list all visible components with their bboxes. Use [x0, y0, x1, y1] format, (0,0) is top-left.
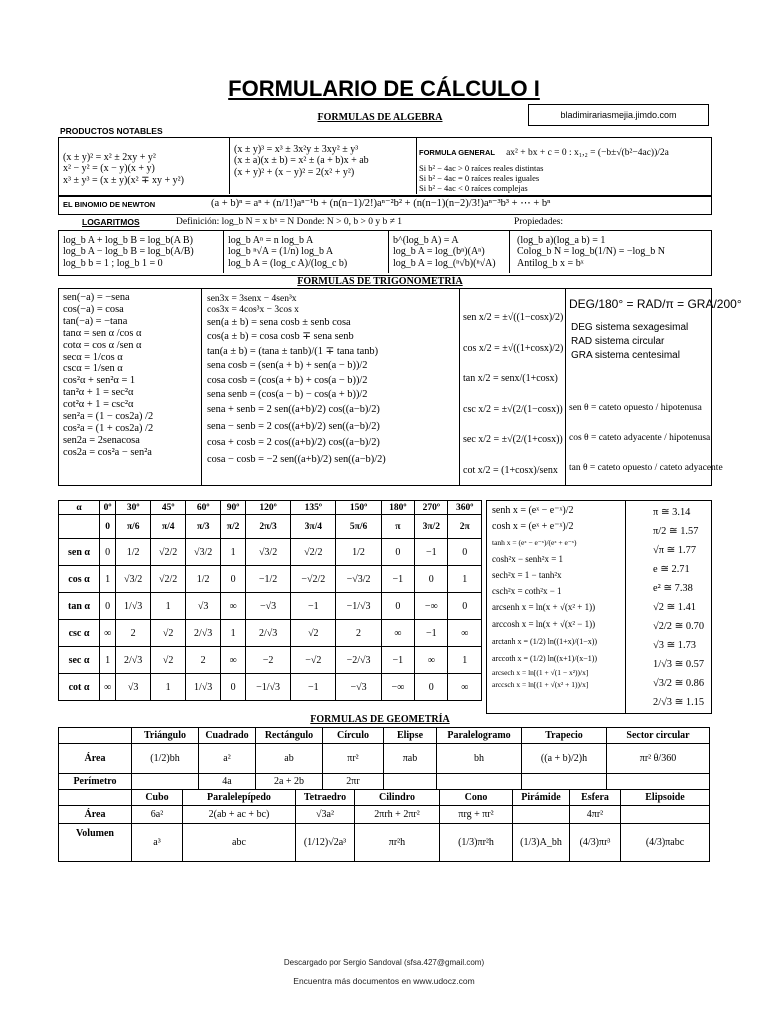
table-cell [522, 774, 607, 790]
log-formula: (log_b a)(log_a b) = 1 [517, 235, 606, 246]
table-header: 0 [100, 515, 116, 539]
table-cell: −√3 [245, 593, 290, 620]
table-cell: √2/2 [151, 539, 186, 566]
table-cell: 1/√3 [116, 593, 151, 620]
product-formula: x² − y² = (x − y)(x + y) [63, 163, 155, 175]
table-row [59, 774, 710, 790]
table-header: 3π/4 [291, 515, 336, 539]
table-header: Triángulo [132, 728, 199, 744]
table-cell: −1 [291, 674, 336, 701]
table-row [59, 515, 482, 539]
table-cell: 1 [151, 674, 186, 701]
trig-formula: sec x/2 = ±√(2/(1+cosx)) [463, 434, 563, 445]
table-cell [59, 728, 132, 744]
table-cell: √3a² [296, 806, 355, 824]
table-cell: −1/√3 [245, 674, 290, 701]
table-cell: √3/2 [245, 539, 290, 566]
table-cell: √2 [151, 620, 186, 647]
productos-label: PRODUCTOS NOTABLES [60, 126, 163, 136]
table-cell: 2 [336, 620, 381, 647]
table-row [59, 566, 482, 593]
table-cell: ∞ [448, 674, 482, 701]
table-cell: 1 [448, 647, 482, 674]
trig-formula: cos²α + sen²α = 1 [63, 375, 136, 387]
binomio-label: EL BINOMIO DE NEWTON [63, 200, 156, 209]
table-header: Esfera [570, 790, 621, 806]
table-cell: ab [256, 744, 323, 774]
trig-formula: cotα = cos α /sen α [63, 339, 142, 351]
trig-formula: cosa − cosb = −2 sen((a+b)/2) sen((a−b)/2) [207, 453, 386, 465]
table-header: Cubo [132, 790, 183, 806]
trig-ratios [569, 393, 723, 483]
table-header: Círculo [323, 728, 384, 744]
table-cell: sen α [59, 539, 100, 566]
table-header: 3π/2 [415, 515, 448, 539]
table-cell: πr² [323, 744, 384, 774]
log-formula: log_b A = log_(ⁿ√b)(ⁿ√A) [393, 257, 496, 269]
general-condition: Si b² − 4ac < 0 raíces complejas [419, 183, 528, 194]
table-header: π [381, 515, 414, 539]
table-row [59, 501, 482, 515]
table-row [59, 790, 710, 806]
table-cell: 2(ab + ac + bc) [183, 806, 296, 824]
table-cell: 1/√3 [186, 674, 221, 701]
hyper-formula: arccosh x = ln(x + √(x² − 1)) [492, 619, 596, 629]
deg-systems [571, 321, 688, 363]
table-cell: 1 [100, 566, 116, 593]
table-cell: −1 [415, 620, 448, 647]
general-condition: Si b² − 4ac = 0 raíces reales iguales [419, 173, 540, 184]
row-label: Área [59, 744, 132, 774]
deg-system: GRA sistema centesimal [571, 350, 680, 361]
table-cell: 0 [415, 674, 448, 701]
trig-formula: secα = 1/cos α [63, 351, 123, 363]
table-cell: √3 [186, 593, 221, 620]
table-cell [132, 774, 199, 790]
table-cell: csc α [59, 620, 100, 647]
trig-formula: sen(−a) = −sena [63, 292, 130, 303]
table-cell: 1 [100, 647, 116, 674]
trig-ratio: sen θ = cateto opuesto / hipotenusa [569, 403, 702, 413]
table-cell: ∞ [221, 593, 246, 620]
table-cell: √3/2 [116, 566, 151, 593]
table-row [59, 539, 482, 566]
table-row [59, 824, 710, 862]
constant: √3/2 ≅ 0.86 [653, 678, 705, 689]
table-cell: ∞ [381, 620, 414, 647]
table-cell: ((a + b)/2)h [522, 744, 607, 774]
table-cell: 1 [221, 539, 246, 566]
table-header: Trapecio [522, 728, 607, 744]
table-header: Paralelepípedo [183, 790, 296, 806]
trig-formula: sena cosb = (sen(a + b) + sen(a − b))/2 [207, 360, 368, 372]
table-cell: abc [183, 824, 296, 862]
constant: √2 ≅ 1.41 [653, 602, 696, 613]
table-header: α [59, 501, 100, 515]
table-cell: √2/2 [151, 566, 186, 593]
website-text: bladimirariasmejia.jimdo.com [560, 110, 677, 120]
productos-mid-box [229, 138, 417, 194]
table-cell: 4a [199, 774, 256, 790]
log-formula: b^(log_b A) = A [393, 235, 459, 246]
table-header: Elipse [384, 728, 437, 744]
general-label: FORMULA GENERAL [419, 148, 495, 157]
log-label: LOGARITMOS [82, 217, 140, 227]
trig-identities-basic [63, 292, 199, 459]
table-cell [384, 774, 437, 790]
table-header: Cilindro [355, 790, 440, 806]
constant: √π ≅ 1.77 [653, 545, 697, 556]
table-cell: (1/3)A_bh [513, 824, 570, 862]
table-cell: (4/3)πabc [621, 824, 710, 862]
table-header: 2π/3 [245, 515, 290, 539]
trig-formula: sena − senb = 2 cos((a+b)/2) sen((a−b)/2) [207, 420, 380, 432]
geometry-heading: FORMULAS DE GEOMETRÍA [310, 714, 450, 725]
hyperbolic-box [486, 500, 712, 714]
trig-formula: tan(−a) = −tana [63, 315, 128, 327]
row-label: Perímetro [59, 774, 132, 790]
row-label: Área [59, 806, 132, 824]
table-cell: −∞ [381, 674, 414, 701]
table-row [59, 674, 482, 701]
row-label: Volumen [59, 824, 132, 862]
table-cell: 2/√3 [186, 620, 221, 647]
table-cell: (1/2)bh [132, 744, 199, 774]
footer-link[interactable]: Encuentra más documentos en www.udocz.com [293, 976, 475, 986]
table-cell [607, 774, 710, 790]
trig-formula: tan x/2 = senx/(1+cosx) [463, 373, 558, 384]
table-cell: 2 [186, 647, 221, 674]
log-formula: Colog_b N = log_b(1/N) = −log_b N [517, 246, 666, 258]
constant: √2/2 ≅ 0.70 [653, 621, 705, 632]
table-cell: tan α [59, 593, 100, 620]
table-cell: 2/√3 [245, 620, 290, 647]
table-cell: 1/2 [336, 539, 381, 566]
log-formula: log_b Aⁿ = n log_b A [228, 235, 314, 246]
constant: π/2 ≅ 1.57 [653, 526, 699, 537]
trig-formula: cosa + cosb = 2 cos((a+b)/2) cos((a−b)/2) [207, 437, 380, 449]
table-cell: πab [384, 744, 437, 774]
table-cell: 1 [448, 566, 482, 593]
table-row [59, 593, 482, 620]
log-formula: log_b A = log_(bⁿ)(Aⁿ) [393, 246, 485, 258]
product-formula: (x ± y)² = x² ± 2xy + y² [63, 152, 156, 163]
table-cell: 0 [100, 539, 116, 566]
geometry-wrap [58, 727, 710, 862]
trig-formula: cos x/2 = ±√((1+cosx)/2) [463, 342, 564, 354]
table-cell: √2 [151, 647, 186, 674]
table-row [59, 620, 482, 647]
constant: e² ≅ 7.38 [653, 583, 693, 594]
table-header: 2π [448, 515, 482, 539]
table-header: 5π/6 [336, 515, 381, 539]
solid-geometry-table [58, 789, 710, 862]
constant: 1/√3 ≅ 0.57 [653, 659, 705, 670]
hyper-formula: sech²x = 1 − tanh²x [492, 570, 562, 580]
table-cell: −√3 [336, 674, 381, 701]
log-formula: log_b A + log_b B = log_b(A B) [63, 235, 193, 246]
formula-general [419, 140, 709, 193]
trig-formula: cos(a ± b) = cosa cosb ∓ sena senb [207, 331, 354, 343]
table-header: 120º [245, 501, 290, 515]
trig-formula: cot x/2 = (1+cosx)/senx [463, 464, 558, 476]
table-cell: 0 [100, 593, 116, 620]
table-cell: ∞ [100, 674, 116, 701]
log-formula: Antilog_b x = bˣ [517, 257, 584, 269]
table-cell: 1/2 [186, 566, 221, 593]
product-formula: (x ± y)³ = x³ ± 3x²y ± 3xy² ± y³ [234, 144, 359, 155]
trig-formula: cot²α + 1 = csc²α [63, 399, 134, 411]
table-cell: a² [199, 744, 256, 774]
table-cell: ∞ [448, 620, 482, 647]
table-cell: 0 [381, 539, 414, 566]
log-formula: log_b A = (log_c A)/(log_c b) [228, 257, 348, 269]
log-definition: Definición: log_b N = x bˣ = N Donde: N > 0, b > 0 y b ≠ 1 [176, 217, 402, 227]
table-header: Tetraedro [296, 790, 355, 806]
trig-formula: tan²α + 1 = sec²α [63, 387, 134, 399]
table-header: 180º [381, 501, 414, 515]
table-cell: −1/2 [245, 566, 290, 593]
hyper-formula: arcsenh x = ln(x + √(x² + 1)) [492, 602, 596, 612]
trig-formula: sen(a ± b) = sena cosb ± senb cosa [207, 317, 351, 328]
trig-formula: cos2a = cos²a − sen²a [63, 446, 152, 458]
table-cell: 2a + 2b [256, 774, 323, 790]
table-row [59, 647, 482, 674]
table-cell [513, 806, 570, 824]
table-cell: −√3/2 [336, 566, 381, 593]
table-header: 0º [100, 501, 116, 515]
table-cell: 0 [221, 566, 246, 593]
table-cell: 1/2 [116, 539, 151, 566]
table-cell: √3 [116, 674, 151, 701]
table-header: π/4 [151, 515, 186, 539]
trig-formula: sen x/2 = ±√((1−cosx)/2) [463, 312, 564, 323]
table-cell: −√2/2 [291, 566, 336, 593]
table-cell: √2 [291, 620, 336, 647]
table-cell: (1/3)πr²h [440, 824, 513, 862]
table-cell: −1 [381, 647, 414, 674]
table-cell [621, 806, 710, 824]
deg-equation: DEG/180° = RAD/π = GRA/200° [569, 297, 742, 311]
constant: π ≅ 3.14 [653, 507, 691, 518]
hyper-formula: csch²x = coth²x − 1 [492, 586, 562, 596]
table-header: 135º [291, 501, 336, 515]
table-row [59, 806, 710, 824]
hyper-formula: arctanh x = (1/2) ln((1+x)/(1−x)) [492, 637, 598, 646]
trig-values-table [58, 500, 482, 701]
hyper-formula: arccoth x = (1/2) ln((x+1)/(x−1)) [492, 654, 598, 663]
log-header [58, 216, 710, 230]
table-cell: πrg + πr² [440, 806, 513, 824]
table-cell: ∞ [415, 647, 448, 674]
hyper-formula: tanh x = (eˣ − e⁻ˣ)/(eˣ + e⁻ˣ) [492, 538, 577, 547]
table-header: 45º [151, 501, 186, 515]
trig-formula: tanα = sen α /cos α [63, 327, 142, 339]
table-cell: 6a² [132, 806, 183, 824]
table-cell: ∞ [100, 620, 116, 647]
binomio-equation: (a + b)ⁿ = aⁿ + (n/1!)aⁿ⁻¹b + (n(n−1)/2!)aⁿ⁻²b² + (n(n−1)(n−2)/3!)aⁿ⁻³b³ + ⋯ + bⁿ [211, 198, 551, 209]
table-header: Elipsoide [621, 790, 710, 806]
trig-half-angle [463, 303, 563, 486]
table-header: Sector circular [607, 728, 710, 744]
trig-identities-sum [207, 294, 457, 468]
table-cell: 0 [448, 593, 482, 620]
website-box [528, 104, 709, 126]
table-header: 90º [221, 501, 246, 515]
product-formula: (x ± a)(x ± b) = x² ± (a + b)x + ab [234, 155, 369, 167]
table-cell [59, 790, 132, 806]
table-cell: −2/√3 [336, 647, 381, 674]
algebra-heading: FORMULAS DE ALGEBRA [317, 112, 443, 123]
deg-system: RAD sistema circular [571, 336, 665, 347]
table-cell: (4/3)πr³ [570, 824, 621, 862]
table-cell: sec α [59, 647, 100, 674]
table-cell: a³ [132, 824, 183, 862]
table-header: Paralelogramo [437, 728, 522, 744]
table-cell [437, 774, 522, 790]
trig-formula: cosa cosb = (cos(a + b) + cos(a − b))/2 [207, 374, 368, 386]
table-cell: √3/2 [186, 539, 221, 566]
page-title: FORMULARIO DE CÁLCULO I [228, 76, 540, 101]
table-cell: ∞ [221, 647, 246, 674]
trig-formula: cos3x = 4cos³x − 3cos x [207, 305, 299, 315]
trig-formula: csc x/2 = ±√(2/(1−cosx)) [463, 403, 563, 415]
table-header: π/2 [221, 515, 246, 539]
table-cell: πr² θ/360 [607, 744, 710, 774]
constant: e ≅ 2.71 [653, 564, 690, 575]
table-cell: 0 [448, 539, 482, 566]
log-formula: log_b A − log_b B = log_b(A/B) [63, 246, 194, 258]
trig-table-wrap [58, 500, 482, 701]
constant: 2/√3 ≅ 1.15 [653, 697, 705, 708]
table-cell: 1 [221, 620, 246, 647]
table-header: 30º [116, 501, 151, 515]
table-cell: −1 [291, 593, 336, 620]
table-header: Cono [440, 790, 513, 806]
table-cell: 0 [221, 674, 246, 701]
hyper-formula: cosh x = (eˣ + e⁻ˣ)/2 [492, 521, 574, 532]
log-formula: log_b ⁿ√A = (1/n) log_b A [228, 246, 334, 258]
table-cell: −1 [415, 539, 448, 566]
trig-formula: tan(a ± b) = (tana ± tanb)/(1 ∓ tana tanb) [207, 345, 379, 357]
general-equation: ax² + bx + c = 0 : x₁,₂ = (−b±√(b²−4ac))/2a [506, 148, 669, 158]
log-box [58, 230, 712, 276]
table-cell: 2πrh + 2πr² [355, 806, 440, 824]
table-cell: 2/√3 [116, 647, 151, 674]
table-cell: (1/12)√2a³ [296, 824, 355, 862]
log-formula: log_b b = 1 ; log_b 1 = 0 [63, 257, 163, 269]
table-row [59, 728, 710, 744]
table-cell: 2πr [323, 774, 384, 790]
table-header: Cuadrado [199, 728, 256, 744]
plane-geometry-table [58, 727, 710, 790]
trig-formula: sen3x = 3senx − 4sen³x [207, 294, 297, 304]
table-header: π/6 [116, 515, 151, 539]
table-cell: 0 [415, 566, 448, 593]
trig-ratio: cos θ = cateto adyacente / hipotenusa [569, 433, 711, 443]
table-cell: 1 [151, 593, 186, 620]
table-cell: 2 [116, 620, 151, 647]
table-header: 150º [336, 501, 381, 515]
product-formula: (x + y)² + (x − y)² = 2(x² + y²) [234, 166, 355, 178]
table-cell: πr²h [355, 824, 440, 862]
trig-box [58, 288, 742, 486]
productos-box [58, 137, 712, 197]
table-cell: bh [437, 744, 522, 774]
table-row [59, 744, 710, 774]
hyper-formula: senh x = (eˣ − e⁻ˣ)/2 [492, 505, 574, 516]
trig-heading: FORMULAS DE TRIGONOMETRÍA [297, 276, 463, 287]
trig-formula: cos(−a) = cosa [63, 303, 124, 315]
table-cell: −√2 [291, 647, 336, 674]
table-header: Rectángulo [256, 728, 323, 744]
table-cell: √2/2 [291, 539, 336, 566]
table-header [59, 515, 100, 539]
trig-formula: cscα = 1/sen α [63, 363, 123, 375]
hyper-formula: cosh²x − senh²x = 1 [492, 554, 564, 564]
table-header: 60º [186, 501, 221, 515]
table-cell: cos α [59, 566, 100, 593]
constant: √3 ≅ 1.73 [653, 640, 696, 651]
binomio-box [58, 195, 712, 215]
trig-formula: sena + senb = 2 sen((a+b)/2) cos((a−b)/2) [207, 404, 380, 416]
table-cell: −1 [381, 566, 414, 593]
trig-formula: cos²a = (1 + cos2a) /2 [63, 422, 154, 434]
trig-formula: sen²a = (1 − cos2a) /2 [63, 411, 154, 423]
trig-formula: sen2a = 2senacosa [63, 434, 140, 446]
general-condition: Si b² − 4ac > 0 raíces reales distintas [419, 163, 544, 174]
hyper-formula: arcsech x = ln[(1 + √(1 − x²))/x] [492, 668, 589, 677]
product-formula: x³ ± y³ = (x ± y)(x² ∓ xy + y²) [63, 174, 184, 186]
trig-ratio: tan θ = cateto opuesto / cateto adyacente [569, 463, 723, 473]
table-cell: 0 [381, 593, 414, 620]
log-props-label: Propiedades: [514, 217, 564, 227]
table-cell: −∞ [415, 593, 448, 620]
table-cell: −1/√3 [336, 593, 381, 620]
table-cell: −2 [245, 647, 290, 674]
deg-system: DEG sistema sexagesimal [571, 322, 689, 333]
trig-formula: sena senb = (cos(a − b) − cos(a + b))/2 [207, 389, 368, 401]
table-header: Pirámide [513, 790, 570, 806]
table-header: π/3 [186, 515, 221, 539]
table-cell: 4πr² [570, 806, 621, 824]
productos-left [63, 152, 184, 186]
table-header: 270º [415, 501, 448, 515]
table-header: 360º [448, 501, 482, 515]
table-cell: cot α [59, 674, 100, 701]
hyper-formula: arccsch x = ln[(1 + √(x² + 1))/x] [492, 680, 589, 689]
footer-download-note: Descargado por Sergio Sandoval (sfsa.427@gmail.com) [283, 958, 485, 967]
